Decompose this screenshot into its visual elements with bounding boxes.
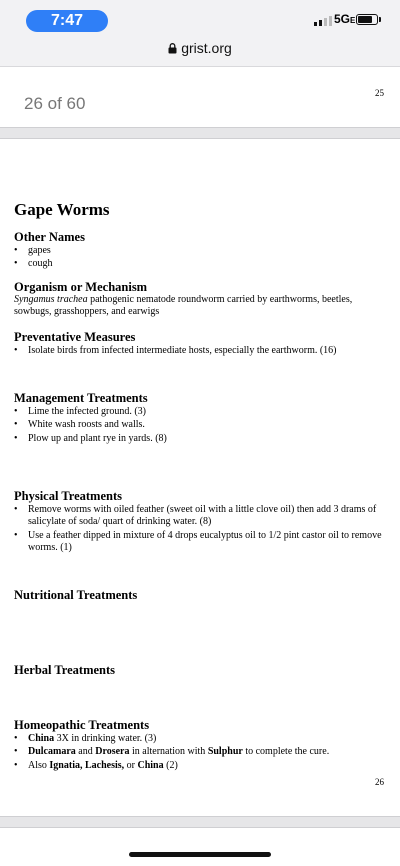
page-separator — [0, 816, 400, 828]
list-item: • gapes — [14, 245, 386, 257]
remedy-text: to complete the cure. — [242, 746, 330, 758]
remedy-text: or — [124, 759, 138, 771]
home-area — [0, 828, 400, 866]
remedy-name: Dulcamara — [28, 746, 76, 758]
list-item: • Isolate birds from infected intermediate hosts, especially the earthworm. (16) — [14, 345, 386, 357]
heading-physical: Physical Treatments — [14, 489, 122, 503]
list-item: • cough — [14, 258, 386, 270]
remedy-text: Also — [28, 759, 50, 771]
url-display[interactable] — [0, 40, 400, 57]
heading-organism: Organism or Mechanism — [14, 280, 148, 294]
remedy-name: Ignatia, Lachesis, — [49, 759, 125, 771]
preventative-list — [14, 345, 386, 358]
other-names-list — [14, 245, 386, 272]
page-title: Gape Worms — [14, 200, 110, 219]
heading-other-names: Other Names — [14, 230, 85, 244]
page-number: 26 — [375, 777, 384, 787]
clock: 7:47 — [26, 10, 108, 32]
organism-text — [14, 294, 386, 319]
remedy-text: in alternation with — [129, 746, 208, 758]
network-type: 5GE — [334, 12, 356, 26]
list-item — [14, 760, 386, 772]
list-item: • Remove worms with oiled feather (sweet oil with a little clove oil) then add 3 drams of salicylate of soda/ quart of drinking water. (8) — [14, 504, 386, 529]
page-counter: 26 of 60 — [24, 94, 86, 113]
heading-herbal: Herbal Treatments — [14, 663, 116, 677]
battery-tip — [379, 17, 381, 22]
list-item: • White wash roosts and walls. — [14, 419, 386, 431]
list-item: • Lime the infected ground. (3) — [14, 406, 386, 418]
url-text: grist.org — [181, 40, 232, 56]
address-bar[interactable] — [0, 36, 400, 67]
remedy-text: 3X in drinking water. (3) — [54, 733, 157, 744]
list-item — [14, 733, 386, 745]
previous-page-number: 25 — [375, 88, 384, 98]
heading-preventative: Preventative Measures — [14, 330, 136, 344]
heading-management: Management Treatments — [14, 391, 148, 405]
remedy-text: and — [75, 746, 96, 758]
list-item — [14, 746, 386, 758]
physical-list — [14, 504, 386, 556]
management-list — [14, 406, 386, 446]
signal-strength-icon — [314, 16, 332, 26]
remedy-text: (2) — [163, 759, 178, 771]
list-item: • Plow up and plant rye in yards. (8) — [14, 433, 386, 445]
heading-homeopathic: Homeopathic Treatments — [14, 718, 150, 732]
organism-description: pathogenic nematode roundworm carried by earthworms, beetles, sowbugs, grasshoppers, and earwigs — [14, 294, 353, 318]
battery-icon — [356, 14, 378, 25]
status-bar — [0, 0, 400, 36]
list-item: • Use a feather dipped in mixture of 4 drops eucalyptus oil to 1/2 pint castor oil to remove worms. (1) — [14, 530, 386, 555]
heading-nutritional: Nutritional Treatments — [14, 588, 138, 602]
remedy-name: Sulphur — [207, 746, 243, 758]
lock-icon — [168, 41, 177, 57]
remedy-name: Drosera — [95, 746, 130, 758]
battery-level — [358, 16, 372, 23]
homeopathic-list — [14, 733, 386, 773]
remedy-name: China — [28, 733, 55, 744]
remedy-name: China — [137, 759, 164, 771]
page-separator — [0, 127, 400, 139]
home-indicator[interactable] — [129, 852, 271, 857]
species-name: Syngamus trachea — [14, 294, 88, 305]
